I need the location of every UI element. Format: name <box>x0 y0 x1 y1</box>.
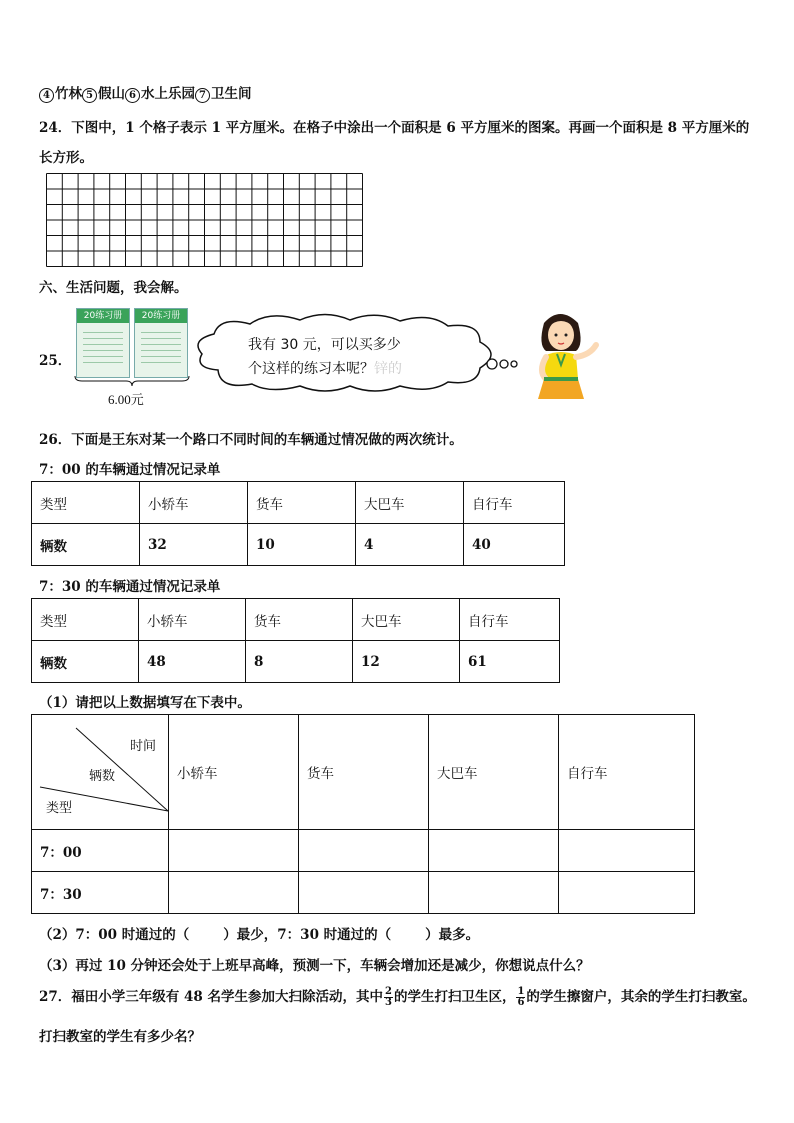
blank-answer-cell[interactable] <box>559 872 695 914</box>
blank-answer-cell[interactable] <box>299 872 429 914</box>
header-cell: 自行车 <box>460 599 560 641</box>
fraction-two-thirds: $\frac{2}{3}$ <box>384 986 392 1008</box>
bubble-text-line2: 个这样的练习本呢？锌的 <box>248 361 402 377</box>
fill-in-table <box>31 714 695 914</box>
header-cell: 货车 <box>248 482 356 524</box>
fill-header-cell: 小轿车 <box>169 715 299 830</box>
bubble-text-line1: 我有 30 元，可以买多少 <box>248 337 401 353</box>
blank-answer-cell[interactable] <box>169 830 299 872</box>
row-label: 辆数 <box>32 641 139 683</box>
q23-legend-line <box>39 82 252 103</box>
header-cell: 小轿车 <box>139 599 246 641</box>
blank-answer-cell[interactable] <box>169 872 299 914</box>
header-cell: 货车 <box>246 599 353 641</box>
row-label: 辆数 <box>32 524 140 566</box>
table2-title: 7：30 的车辆通过情况记录单 <box>39 579 221 595</box>
value-cell: 8 <box>246 641 353 683</box>
value-cell: 40 <box>464 524 565 566</box>
fill-row-label: 7：30 <box>32 872 169 914</box>
q24-text-line1: 24．下图中，1 个格子表示 1 平方厘米。在格子中涂出一个面积是 6 平方厘米的图案。再画一个面积是 8 平方厘米的 <box>39 120 750 136</box>
header-cell: 大巴车 <box>356 482 464 524</box>
q27-line2: 打扫教室的学生有多少名？ <box>39 1029 201 1045</box>
table1-title: 7：00 的车辆通过情况记录单 <box>39 462 221 478</box>
diag-label-type: 类型 <box>46 801 73 816</box>
blank-answer-cell[interactable] <box>559 830 695 872</box>
legend-item: 6 水上乐园 <box>125 86 195 102</box>
record-table-700 <box>31 481 565 566</box>
diagonal-header-cell <box>32 715 169 830</box>
price-brace <box>74 374 190 388</box>
diag-label-count: 辆数 <box>89 769 116 784</box>
q26-part1: （1）请把以上数据填写在下表中。 <box>39 695 251 711</box>
girl-illustration <box>520 305 604 405</box>
record-table-730 <box>31 598 560 683</box>
blank-answer-cell[interactable] <box>429 872 559 914</box>
q27-line1: 27．福田小学三年级有 48 名学生参加大扫除活动，其中 $\frac{2}{3}$ 的学生打扫卫生区， $\frac{1}{6}$ 的学生擦窗户，其余的学生打扫教室。 <box>39 986 756 1008</box>
value-cell: 4 <box>356 524 464 566</box>
header-cell: 类型 <box>32 599 139 641</box>
blank-answer-cell[interactable] <box>299 830 429 872</box>
fill-header-cell: 大巴车 <box>429 715 559 830</box>
legend-item: 5 假山 <box>82 86 125 102</box>
value-cell: 32 <box>140 524 248 566</box>
workbook-cover: 20练习册 <box>76 308 130 378</box>
header-cell: 小轿车 <box>140 482 248 524</box>
section-6-title: 六、生活问题，我会解。 <box>39 280 188 296</box>
legend-item: 4 竹林 <box>39 86 82 102</box>
value-cell: 10 <box>248 524 356 566</box>
faded-text: 锌的 <box>374 361 402 377</box>
fill-header-cell: 货车 <box>299 715 429 830</box>
value-cell: 48 <box>139 641 246 683</box>
workbooks-picture <box>72 306 192 378</box>
value-cell: 12 <box>353 641 460 683</box>
diag-label-time: 时间 <box>130 739 157 754</box>
header-cell: 自行车 <box>464 482 565 524</box>
q26-part3: （3）再过 10 分钟还会处于上班早高峰，预测一下，车辆会增加还是减少，你想说点什么？ <box>39 958 590 974</box>
blank-answer-cell[interactable] <box>429 830 559 872</box>
fill-row-label: 7：00 <box>32 830 169 872</box>
fill-header-cell: 自行车 <box>559 715 695 830</box>
value-cell: 61 <box>460 641 560 683</box>
q26-part2: （2）7：00 时通过的（ ）最少，7：30 时通过的（ ）最多。 <box>39 927 480 943</box>
header-cell: 大巴车 <box>353 599 460 641</box>
fraction-one-sixth: $\frac{1}{6}$ <box>517 986 525 1008</box>
square-grid[interactable] <box>46 173 366 269</box>
q24-text-line2: 长方形。 <box>39 150 93 166</box>
workbook-cover: 20练习册 <box>134 308 188 378</box>
legend-item: 7 卫生间 <box>195 86 252 102</box>
q26-intro: 26．下面是王东对某一个路口不同时间的车辆通过情况做的两次统计。 <box>39 432 463 448</box>
price-label: 6.00元 <box>108 392 144 407</box>
header-cell: 类型 <box>32 482 140 524</box>
q25-number: 25． <box>39 353 72 369</box>
